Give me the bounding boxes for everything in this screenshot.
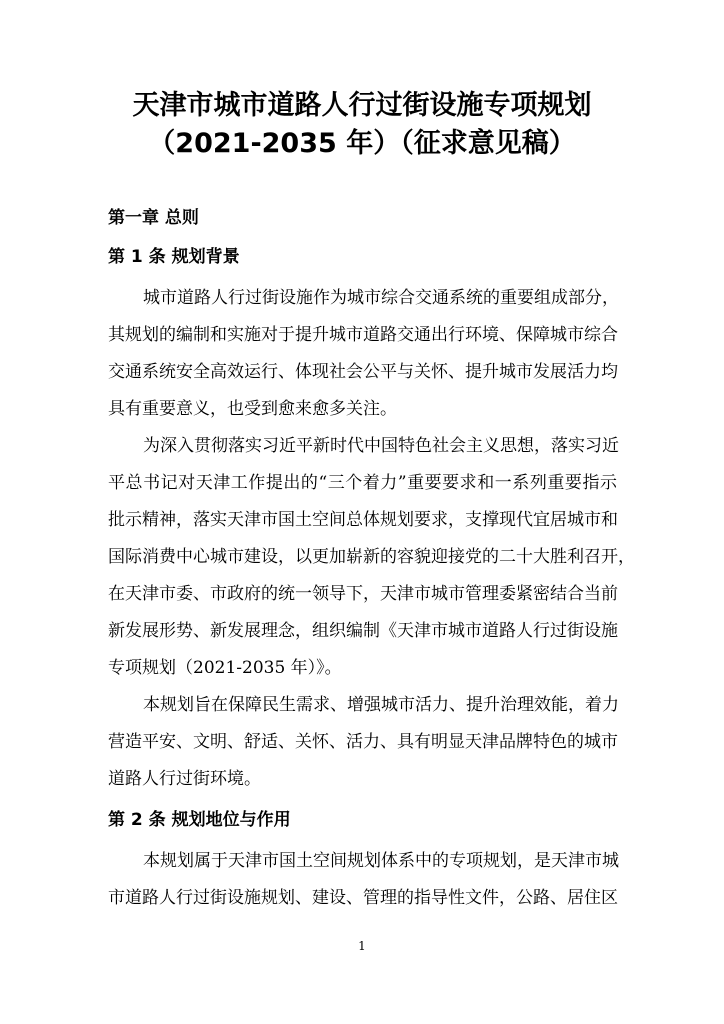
page-number: 1 (358, 939, 366, 953)
paragraph-line: 营造平安、文明、舒适、关怀、活力、具有明显天津品牌特色的城市 (108, 732, 618, 752)
paragraph-line: 本规划属于天津市国土空间规划体系中的专项规划，是天津市城 (143, 851, 619, 871)
paragraph-line: 道路人行过街环境。 (108, 769, 261, 789)
paragraph-line: 新发展形势、新发展理念，组织编制《天津市城市道路人行过街设施 (108, 621, 618, 641)
paragraph-line: 为深入贯彻落实习近平新时代中国特色社会主义思想，落实习近 (143, 436, 619, 456)
paragraph-line: 本规划旨在保障民生需求、增强城市活力、提升治理效能，着力 (143, 695, 619, 715)
article-2-heading: 第 2 条 规划地位与作用 (108, 810, 291, 830)
paragraph-line: 市道路人行过街设施规划、建设、管理的指导性文件，公路、居住区 (108, 888, 618, 908)
chapter-heading: 第一章 总则 (108, 208, 199, 228)
paragraph-line: 专项规划（2021-2035 年）》。 (108, 658, 342, 678)
paragraph-line: 国际消费中心城市建设，以更加崭新的容貌迎接党的二十大胜利召开， (108, 547, 635, 567)
article-1-heading: 第 1 条 规划背景 (108, 247, 240, 267)
paragraph-line: 交通系统安全高效运行、体现社会公平与关怀、提升城市发展活力均 (108, 362, 618, 382)
paragraph-line: 在天津市委、市政府的统一领导下，天津市城市管理委紧密结合当前 (108, 584, 618, 604)
paragraph-line: 平总书记对天津工作提出的“三个着力”重要要求和一系列重要指示 (108, 473, 617, 493)
document-title-line-1: 天津市城市道路人行过街设施专项规划 (132, 90, 592, 121)
paragraph-line: 具有重要意义，也受到愈来愈多关注。 (108, 399, 397, 419)
document-title-line-2: （2021-2035 年）（征求意见稿） (148, 128, 576, 159)
paragraph-line: 批示精神，落实天津市国土空间总体规划要求，支撑现代宜居城市和 (108, 510, 618, 530)
paragraph-line: 城市道路人行过街设施作为城市综合交通系统的重要组成部分， (143, 288, 619, 308)
paragraph-line: 其规划的编制和实施对于提升城市道路交通出行环境、保障城市综合 (108, 325, 618, 345)
